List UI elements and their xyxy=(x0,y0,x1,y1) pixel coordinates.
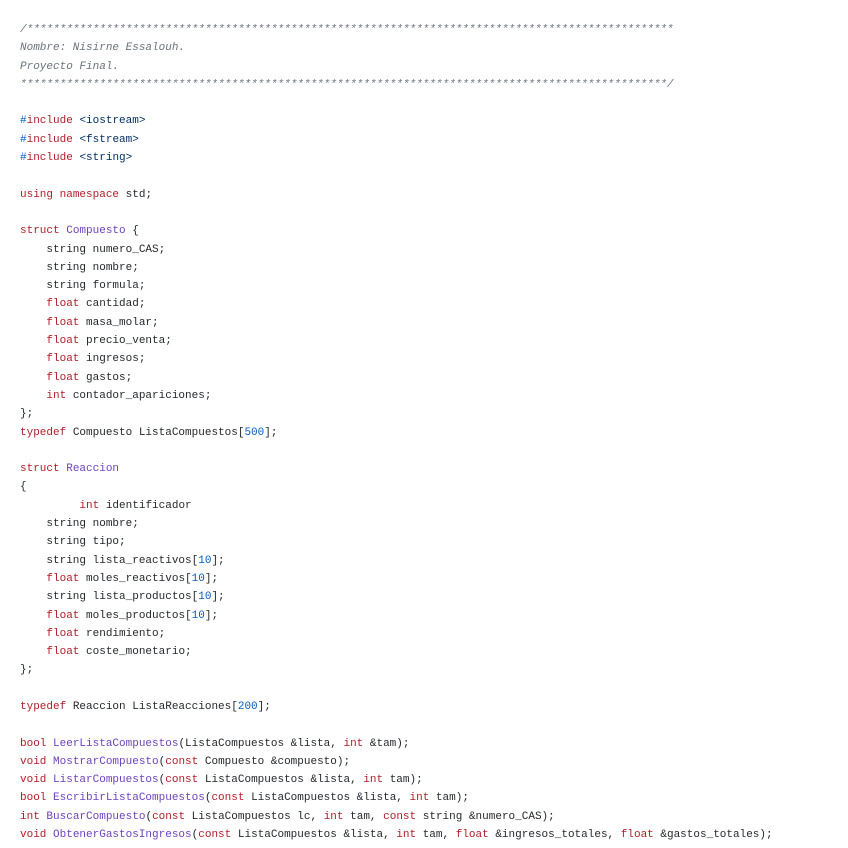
include-path-token: <fstream> xyxy=(79,133,139,146)
keyword-token: bool xyxy=(20,792,47,805)
code-text: std; xyxy=(119,188,153,201)
code-line xyxy=(20,552,848,570)
code-text: tam, xyxy=(416,829,456,842)
function-name-token: MostrarCompuesto xyxy=(53,755,159,768)
code-text: string lista_reactivos[ xyxy=(20,554,199,567)
keyword-token: int xyxy=(396,829,417,842)
code-line xyxy=(20,625,848,643)
keyword-token: float xyxy=(46,609,80,622)
code-text xyxy=(20,353,46,365)
keyword-token: void xyxy=(20,829,47,842)
comment-token: **************************************************************************************************/ xyxy=(20,78,674,91)
code-line xyxy=(20,131,848,149)
keyword-token: float xyxy=(46,335,80,348)
number-token: 200 xyxy=(237,700,258,713)
code-text: { xyxy=(20,481,27,494)
keyword-token: float xyxy=(620,829,654,842)
code-line xyxy=(20,369,848,387)
keyword-token: include xyxy=(26,133,73,146)
keyword-token: struct xyxy=(20,463,60,476)
code-line xyxy=(20,442,848,460)
keyword-token: using xyxy=(20,188,54,201)
keyword-token: typedef xyxy=(20,700,67,713)
code-line xyxy=(20,204,848,222)
keyword-token: float xyxy=(46,298,80,311)
code-line xyxy=(20,424,848,442)
code-line xyxy=(20,241,848,259)
code-text: string nombre; xyxy=(20,261,139,274)
code-text: ListaCompuestos &lista, xyxy=(244,792,410,805)
keyword-token: void xyxy=(20,774,47,787)
code-line xyxy=(20,259,848,277)
comment-token: Proyecto Final. xyxy=(20,60,120,73)
code-text: moles_productos[ xyxy=(79,609,192,622)
function-name-token: ObtenerGastosIngresos xyxy=(53,829,192,842)
code-line xyxy=(20,94,848,112)
number-token: 10 xyxy=(191,609,205,622)
code-text: ( xyxy=(158,755,166,768)
keyword-token: typedef xyxy=(20,426,67,439)
code-text: { xyxy=(125,225,139,238)
code-line xyxy=(20,332,848,350)
code-text: ]; xyxy=(264,426,278,439)
code-text: &tam); xyxy=(363,737,410,750)
code-text: Compuesto &compuesto); xyxy=(198,755,351,768)
keyword-token: float xyxy=(46,316,80,329)
code-line xyxy=(20,186,848,204)
code-text: ]; xyxy=(211,591,225,604)
code-line xyxy=(20,826,848,844)
code-text: moles_reactivos[ xyxy=(79,572,192,585)
code-line xyxy=(20,460,848,478)
code-line xyxy=(20,753,848,771)
code-line xyxy=(20,680,848,698)
code-text: ]; xyxy=(211,554,225,567)
type-name-token: Compuesto xyxy=(66,225,126,238)
keyword-token: namespace xyxy=(59,188,120,201)
code-line xyxy=(20,808,848,826)
code-line xyxy=(20,698,848,716)
code-line xyxy=(20,735,848,753)
code-line xyxy=(20,350,848,368)
code-text: ingresos; xyxy=(79,353,146,366)
code-line xyxy=(20,21,848,39)
keyword-token: const xyxy=(211,792,245,805)
code-line xyxy=(20,149,848,167)
code-line xyxy=(20,533,848,551)
code-text: ListaCompuestos &lista, xyxy=(198,774,364,787)
code-line xyxy=(20,314,848,332)
code-line xyxy=(20,716,848,734)
code-line xyxy=(20,58,848,76)
code-line xyxy=(20,515,848,533)
code-line xyxy=(20,789,848,807)
keyword-token: float xyxy=(46,646,80,659)
code-line xyxy=(20,387,848,405)
code-line xyxy=(20,570,848,588)
keyword-token: int xyxy=(363,774,384,787)
code-text: identificador xyxy=(99,499,192,512)
keyword-token: int xyxy=(409,792,430,805)
code-text: ( xyxy=(158,774,166,787)
code-text xyxy=(20,628,46,640)
code-text: gastos; xyxy=(79,371,133,384)
keyword-token: int xyxy=(343,737,364,750)
code-text: masa_molar; xyxy=(79,316,159,329)
code-text: ]; xyxy=(204,609,219,622)
keyword-token: void xyxy=(20,755,47,768)
code-text: tam); xyxy=(383,774,423,787)
code-text: string numero_CAS; xyxy=(20,243,166,256)
include-path-token: <iostream> xyxy=(79,115,146,128)
code-line xyxy=(20,112,848,130)
code-line xyxy=(20,607,848,625)
function-name-token: ListarCompuestos xyxy=(53,774,159,787)
code-text: string tipo; xyxy=(20,536,126,549)
code-text: ( xyxy=(191,829,199,842)
code-text: }; xyxy=(20,408,34,421)
code-text: }; xyxy=(20,664,34,677)
keyword-token: float xyxy=(46,371,80,384)
keyword-token: struct xyxy=(20,225,60,238)
code-line xyxy=(20,76,848,94)
code-text: ]; xyxy=(257,700,271,713)
code-text xyxy=(20,298,46,310)
code-text: ( xyxy=(204,792,212,805)
code-text xyxy=(20,390,46,402)
code-text: cantidad; xyxy=(79,298,146,311)
code-text: Compuesto ListaCompuestos[ xyxy=(66,426,245,439)
code-line xyxy=(20,405,848,423)
keyword-token: const xyxy=(165,755,199,768)
code-line xyxy=(20,39,848,57)
keyword-token: float xyxy=(46,572,80,585)
number-token: 500 xyxy=(244,426,265,439)
code-text: Reaccion ListaReacciones[ xyxy=(66,700,238,713)
preprocessor-token: # xyxy=(20,115,27,128)
type-name-token: Reaccion xyxy=(66,463,120,476)
code-text xyxy=(20,335,46,347)
code-text: string lista_productos[ xyxy=(20,591,199,604)
code-text xyxy=(53,189,60,201)
preprocessor-token: # xyxy=(20,133,27,146)
code-line xyxy=(20,497,848,515)
code-text xyxy=(20,372,46,384)
code-text: &gastos_totales); xyxy=(653,829,773,842)
keyword-token: int xyxy=(79,499,100,512)
code-text: &ingresos_totales, xyxy=(488,829,621,842)
function-name-token: LeerListaCompuestos xyxy=(53,737,179,750)
code-text: ListaCompuestos lc, xyxy=(185,810,324,823)
code-line xyxy=(20,167,848,185)
code-text: tam); xyxy=(429,792,469,805)
keyword-token: int xyxy=(46,389,67,402)
code-line xyxy=(20,771,848,789)
keyword-token: int xyxy=(20,810,40,823)
keyword-token: int xyxy=(323,810,344,823)
keyword-token: const xyxy=(198,829,232,842)
code-line xyxy=(20,661,848,679)
code-text: string &numero_CAS); xyxy=(416,810,555,823)
code-text: ( xyxy=(145,810,153,823)
code-text: ListaCompuestos &lista, xyxy=(231,829,397,842)
code-text xyxy=(20,573,46,585)
code-text: (ListaCompuestos &lista, xyxy=(178,737,344,750)
number-token: 10 xyxy=(191,572,205,585)
keyword-token: const xyxy=(152,810,186,823)
code-text: tam, xyxy=(343,810,384,823)
code-text: rendimiento; xyxy=(79,627,166,640)
keyword-token: include xyxy=(26,152,73,165)
keyword-token: float xyxy=(46,627,80,640)
comment-token: Nombre: Nisirne Essalouh. xyxy=(20,42,186,55)
comment-token: /************************************************************************************************** xyxy=(20,24,674,36)
keyword-token: const xyxy=(383,810,417,823)
code-line xyxy=(20,643,848,661)
code-line xyxy=(20,478,848,496)
keyword-token: float xyxy=(46,353,80,366)
keyword-token: include xyxy=(26,115,73,128)
code-text xyxy=(20,610,46,622)
code-line xyxy=(20,588,848,606)
include-path-token: <string> xyxy=(79,152,133,165)
code-line xyxy=(20,222,848,240)
code-text xyxy=(20,646,46,658)
code-text: ]; xyxy=(204,572,219,585)
number-token: 10 xyxy=(198,591,212,604)
preprocessor-token: # xyxy=(20,152,27,165)
number-token: 10 xyxy=(198,554,212,567)
code-line xyxy=(20,277,848,295)
code-text: precio_venta; xyxy=(79,335,172,348)
function-name-token: EscribirListaCompuestos xyxy=(53,792,205,805)
code-text: coste_monetario; xyxy=(79,646,192,659)
code-line xyxy=(20,295,848,313)
code-text: string formula; xyxy=(20,280,146,293)
keyword-token: const xyxy=(165,774,199,787)
keyword-token: bool xyxy=(20,737,47,750)
code-text: string nombre; xyxy=(20,518,139,531)
function-name-token: BuscarCompuesto xyxy=(46,810,146,823)
keyword-token: float xyxy=(455,829,489,842)
code-text xyxy=(20,317,46,329)
code-text xyxy=(20,500,79,512)
code-text: contador_apariciones; xyxy=(66,389,212,402)
